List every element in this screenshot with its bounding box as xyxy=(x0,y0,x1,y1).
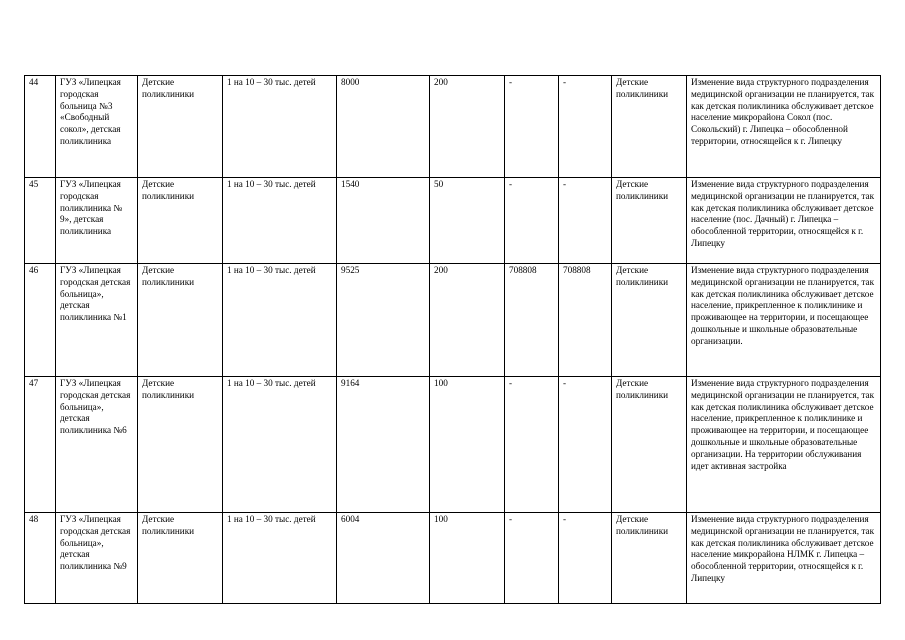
row-number: 47 xyxy=(25,377,56,513)
target-type: Детские поликлиники xyxy=(612,76,687,178)
facility-type: Детские поликлиники xyxy=(138,264,223,377)
table-row xyxy=(25,76,881,178)
facility-name: ГУЗ «Липецкая городская поликлиника № 9», детская поликлиника xyxy=(56,178,138,264)
note-text: Изменение вида структурного подразделения медицинской организации не планируется, так как детская поликлиника обслуживает детское население (пос. Дачный) г. Липецка – обособленной территории, относящейся к г. Липецку xyxy=(687,178,881,264)
facility-type: Детские поликлиники xyxy=(138,76,223,178)
note-text: Изменение вида структурного подразделения медицинской организации не планируется, так как детская поликлиника обслуживает детское население микрорайона Сокол (пос. Сокольский) г. Липецка – обособленной территории, относящейся к г. Липецку xyxy=(687,76,881,178)
population-value: 9164 xyxy=(337,377,430,513)
target-type: Детские поликлиники xyxy=(612,513,687,604)
facility-name: ГУЗ «Липецкая городская детская больница», детская поликлиника №6 xyxy=(56,377,138,513)
row-number: 45 xyxy=(25,178,56,264)
note-text: Изменение вида структурного подразделения медицинской организации не планируется, так как детская поликлиника обслуживает детское население, прикрепленное к поликлинике и проживающее на территории, и посещающее дошкольные и школьные образовательные организации. xyxy=(687,264,881,377)
capacity-value: 50 xyxy=(430,178,505,264)
row-number: 48 xyxy=(25,513,56,604)
code-b-value: 708808 xyxy=(559,264,612,377)
capacity-value: 200 xyxy=(430,264,505,377)
facilities-table xyxy=(24,75,881,604)
note-text: Изменение вида структурного подразделения медицинской организации не планируется, так как детская поликлиника обслуживает детское население, прикрепленное к поликлинике и проживающее на территории, и посещающее дошкольные и школьные образовательные организации. На территории обслуживания идет активная застройка xyxy=(687,377,881,513)
note-text: Изменение вида структурного подразделения медицинской организации не планируется, так как детская поликлиника обслуживает детское население микрорайона НЛМК г. Липецка – обособленной территории, относящейся к г. Липецку xyxy=(687,513,881,604)
code-a-value: - xyxy=(505,76,559,178)
table-row xyxy=(25,377,881,513)
facility-name: ГУЗ «Липецкая городская больница №3 «Свободный сокол», детская поликлиника xyxy=(56,76,138,178)
population-value: 1540 xyxy=(337,178,430,264)
facility-type: Детские поликлиники xyxy=(138,513,223,604)
code-b-value: - xyxy=(559,377,612,513)
table-body xyxy=(25,76,881,604)
table-row xyxy=(25,513,881,604)
code-a-value: - xyxy=(505,377,559,513)
target-type: Детские поликлиники xyxy=(612,178,687,264)
code-b-value: - xyxy=(559,513,612,604)
population-value: 8000 xyxy=(337,76,430,178)
row-number: 44 xyxy=(25,76,56,178)
population-value: 9525 xyxy=(337,264,430,377)
facility-name: ГУЗ «Липецкая городская детская больница», детская поликлиника №9 xyxy=(56,513,138,604)
code-b-value: - xyxy=(559,178,612,264)
population-value: 6004 xyxy=(337,513,430,604)
code-a-value: - xyxy=(505,178,559,264)
norm-value: 1 на 10 – 30 тыс. детей xyxy=(223,513,337,604)
code-a-value: 708808 xyxy=(505,264,559,377)
norm-value: 1 на 10 – 30 тыс. детей xyxy=(223,377,337,513)
target-type: Детские поликлиники xyxy=(612,264,687,377)
facility-name: ГУЗ «Липецкая городская детская больница», детская поликлиника №1 xyxy=(56,264,138,377)
code-a-value: - xyxy=(505,513,559,604)
capacity-value: 100 xyxy=(430,377,505,513)
facility-type: Детские поликлиники xyxy=(138,377,223,513)
capacity-value: 200 xyxy=(430,76,505,178)
capacity-value: 100 xyxy=(430,513,505,604)
code-b-value: - xyxy=(559,76,612,178)
table-row xyxy=(25,178,881,264)
table-row xyxy=(25,264,881,377)
target-type: Детские поликлиники xyxy=(612,377,687,513)
norm-value: 1 на 10 – 30 тыс. детей xyxy=(223,264,337,377)
norm-value: 1 на 10 – 30 тыс. детей xyxy=(223,178,337,264)
norm-value: 1 на 10 – 30 тыс. детей xyxy=(223,76,337,178)
row-number: 46 xyxy=(25,264,56,377)
facility-type: Детские поликлиники xyxy=(138,178,223,264)
